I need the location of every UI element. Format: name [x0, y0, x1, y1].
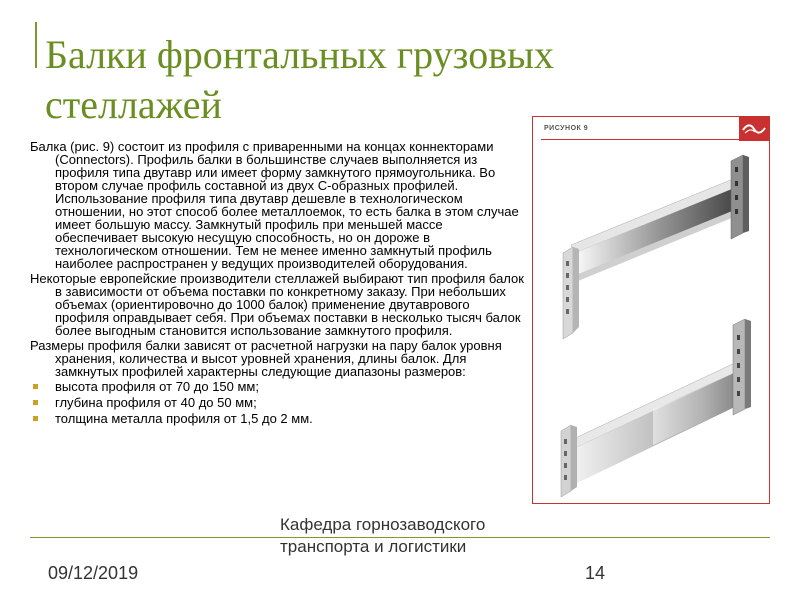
figure-label: РИСУНОК 9: [544, 125, 589, 132]
beam-illustration: [533, 141, 769, 503]
slide-title: Балки фронтальных грузовых стеллажей: [45, 32, 554, 127]
footer-department: Кафедра горнозаводского транспорта и логистики: [280, 515, 486, 556]
bullet-item: [30, 396, 525, 409]
upper-beam: [563, 155, 749, 339]
wave-logo-icon: [739, 117, 769, 141]
square-bullet-icon: [33, 416, 38, 421]
figure-header: [533, 117, 769, 141]
figure-9-panel: [532, 116, 770, 504]
paragraph-3: Размеры профиля балки зависят от расчетной нагрузки на пару балок уровня хранения, количества и высот уровней хранения, длины балок. Для замкнутых профилей характерны следующие диапазоны размеров:: [30, 338, 502, 379]
bullet-text: высота профиля от 70 до 150 мм;: [55, 379, 259, 394]
lower-beam: [561, 319, 751, 497]
page-number: 14: [585, 563, 606, 583]
slide-body: [30, 140, 525, 428]
bullet-item: [30, 380, 525, 393]
title-accent-rule: [35, 22, 37, 68]
paragraph-1: Балка (рис. 9) состоит из профиля с приваренными на концах коннекторами (Connectors). Профиль балки в большинстве случаев выполняется из профиля типа двутавр или имеет форму замкнутого прямоугольника. Во втором случае профиль составной из двух С-образных профилей. Использование профиля типа двутавр дешевле в технологическом отношении, но этот способ более металлоемок, то есть балка в этом случае имеет большую массу. Замкнутый профиль при меньшей массе обеспечивает высокую несущую способность, но он дороже в технологическом отношении. Тем не менее именно замкнутый профиль наиболее распространен у ведущих производителей оборудования.: [30, 139, 519, 271]
bullet-item: [30, 412, 525, 425]
bullet-text: глубина профиля от 40 до 50 мм;: [55, 395, 257, 410]
bullet-text: толщина металла профиля от 1,5 до 2 мм.: [55, 411, 313, 426]
square-bullet-icon: [33, 384, 38, 389]
figure-header-rule: [541, 139, 739, 140]
paragraph-2: Некоторые европейские производители стеллажей выбирают тип профиля балок в зависимости от объема поставки по конкретному заказу. При небольших объемах (ориентировочно до 1000 балок) применение двутаврового профиля оправдывает себя. При объемах поставки в несколько тысяч балок более выгодным становится использование замкнутого профиля.: [30, 271, 524, 338]
square-bullet-icon: [33, 400, 38, 405]
footer-date: 09/12/2019: [48, 563, 139, 583]
size-bullet-list: [30, 380, 525, 425]
